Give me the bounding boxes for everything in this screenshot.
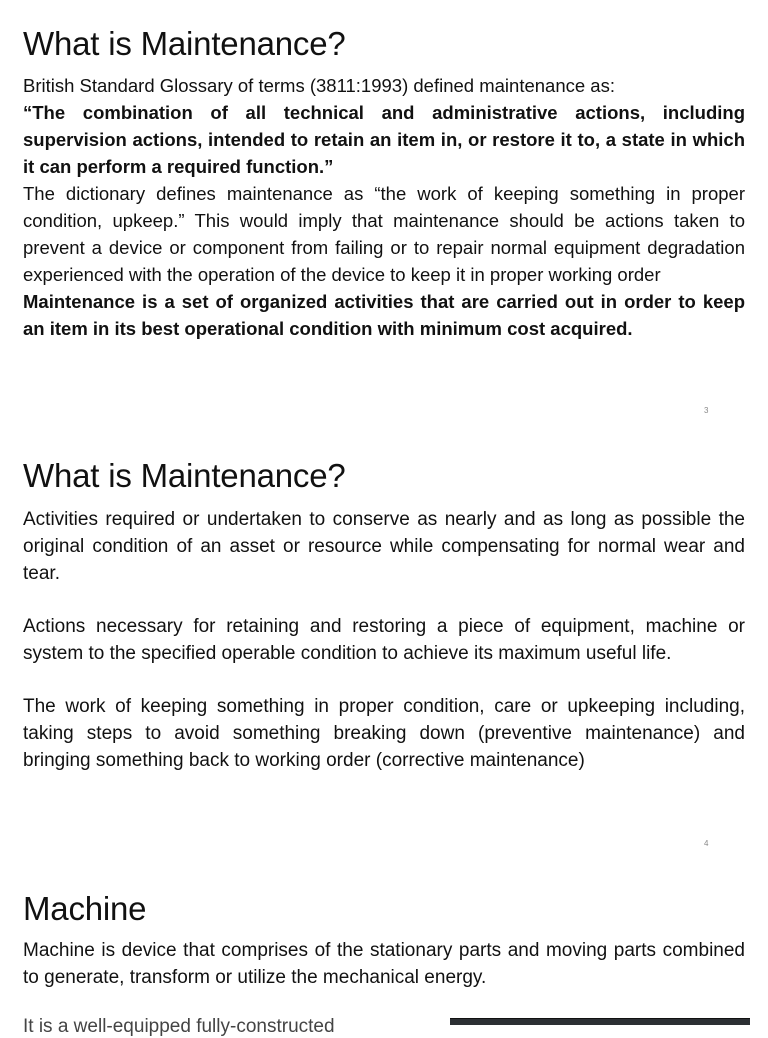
- slide-title: What is Maintenance?: [23, 457, 346, 494]
- slide-title: What is Maintenance?: [23, 25, 346, 62]
- summary-definition: Maintenance is a set of organized activities that are carried out in order to keep an item in its best operational condition with minimum cost acquired.: [23, 291, 745, 339]
- slide-2: [0, 432, 768, 864]
- slide-1: [0, 0, 768, 432]
- paragraph: British Standard Glossary of terms (3811:1993) defined maintenance as:: [23, 75, 615, 96]
- paragraph: Actions necessary for retaining and restoring a piece of equipment, machine or system to the specified operable condition to achieve its maximum useful life.: [23, 616, 745, 664]
- paragraph: The work of keeping something in proper condition, care or upkeeping including, taking steps to avoid something breaking down (preventive maintenance) and bringing something back to working order (corrective maintenance): [23, 696, 745, 771]
- page-number: 3: [704, 406, 709, 415]
- slide-body: [23, 72, 745, 342]
- quoted-definition: “The combination of all technical and administrative actions, including supervision actions, intended to retain an item in, or restore it to, a state in which it can perform a required function.”: [23, 102, 745, 177]
- machine-image: [450, 1018, 750, 1025]
- paragraph: Machine is device that comprises of the stationary parts and moving parts combined to generate, transform or utilize the mechanical energy.: [23, 940, 745, 988]
- slide-body: [23, 937, 745, 991]
- slide-body: [23, 506, 745, 774]
- page-number: 4: [704, 839, 709, 848]
- clipped-text-line: It is a well-equipped fully-constructed: [23, 1016, 335, 1037]
- paragraph: The dictionary defines maintenance as “the work of keeping something in proper condition, upkeep.” This would imply that maintenance should be actions taken to prevent a device or component from failing or to repair normal equipment degradation experienced with the operation of the device to keep it in proper working order: [23, 183, 745, 285]
- slide-3: [0, 864, 768, 1037]
- slide-title: Machine: [23, 890, 147, 927]
- paragraph: Activities required or undertaken to conserve as nearly and as long as possible the original condition of an asset or resource while compensating for normal wear and tear.: [23, 509, 745, 584]
